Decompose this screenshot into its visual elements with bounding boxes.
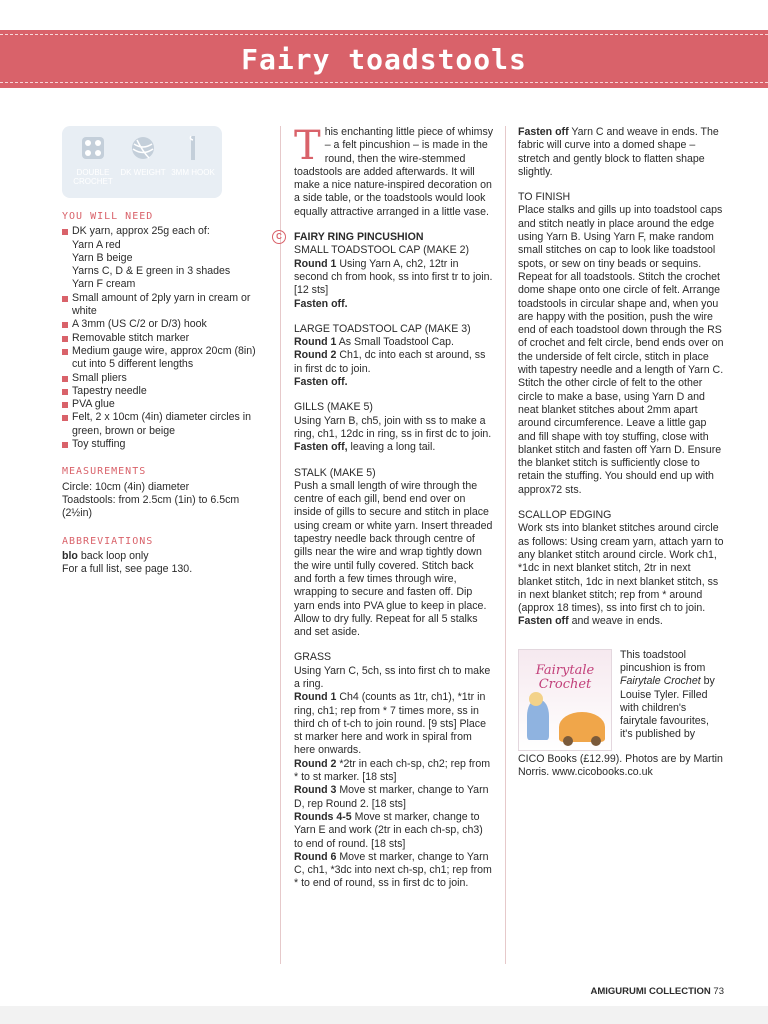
book-cover-title: Fairytale Crochet: [535, 662, 595, 692]
materials-list: [62, 225, 268, 451]
magazine-name: AMIGURUMI COLLECTION: [590, 986, 711, 997]
measurement-circle: Circle: 10cm (4in) diameter: [62, 480, 190, 493]
abbreviation-blo: blo back loop only: [62, 549, 149, 562]
skill-label: 3MM HOOK: [171, 168, 215, 177]
large-cap-section: LARGE TOADSTOOL CAP (MAKE 3) Round 1 As Small Toadstool Cap. Round 2 Ch1, dc into each st around, ss in first dc to join. Fasten off.: [294, 322, 486, 389]
stalk-section: STALK (MAKE 5) Push a small length of wire through the centre of each gill, bend end over on inside of gills to secure and stitch in place using cream or white yarn. Insert threaded tapestry needle back through centre of gills near the wire and wrap tightly down the wire until fully covered. Stitch back and forth a few times through wire, wrapping to secure and fasten off. Dip yarn ends into PVA glue to keep in place. Allow to dry fully. Repeat for all 5 stalks and set aside.: [294, 466, 493, 639]
book-cover-image: [518, 649, 612, 751]
yarn-f: Yarn F cream: [72, 278, 136, 291]
finishing-column: [518, 126, 724, 778]
crochet-mark-icon: C: [272, 230, 286, 244]
list-item: DK yarn, approx 25g each of: Yarn A red Yarn B beige Yarns C, D & E green in 3 shades Yarn F cream: [62, 225, 268, 291]
pattern-title: C FAIRY RING PINCUSHION: [294, 231, 494, 244]
skill-double-crochet: [68, 134, 118, 186]
page-title: Fairy toadstools: [241, 42, 527, 76]
measurements-heading: MEASUREMENTS: [62, 466, 147, 478]
list-item: Small amount of 2ply yarn in cream or white: [62, 292, 268, 319]
sidebar-column: [62, 126, 268, 576]
grass-section: GRASS Using Yarn C, 5ch, ss into first ch to make a ring. Round 1 Ch4 (counts as 1tr, ch1), *1tr in ring, ch1; rep from * 7 times more, ss in third ch of t-ch to join round. [9 sts] Place st marker here and work in spiral from here onwards. Round 2 *2tr in each ch-sp, ch2; rep from * to st marker. [18 sts] Round 3 Move st marker, change to Yarn D, rep Round 2. [18 sts] Rounds 4-5 Move st marker, change to Yarn E and work (2tr in each ch-sp, ch3) to end of round. [18 sts] Round 6 Move st marker, change to Yarn C, ch1, *3dc into next ch-sp, ch1; rep from * to end of round, ss in first dc to join.: [294, 651, 492, 890]
list-item: Small pliers: [62, 372, 268, 385]
drop-cap: T: [294, 123, 321, 169]
yarns-cde: Yarns C, D & E green in 3 shades: [72, 265, 231, 278]
skill-label: DK WEIGHT: [120, 168, 166, 177]
top-strip: [0, 0, 768, 28]
list-item: Removable stitch marker: [62, 332, 268, 345]
skill-dk-weight: [118, 134, 168, 177]
bottom-strip: [0, 1006, 768, 1024]
list-item: Tapestry needle: [62, 385, 268, 398]
to-finish-section: TO FINISH Place stalks and gills up into toadstool caps and stitch neatly in place around the edge using Yarn B. Using Yarn F, make random small stitches on cap to look like toadstool spots, or sew on tiny beads or sequins. Repeat for all toadstools. Stitch the crochet dome shape onto one circle of felt. Arrange toadstools in circular shape and, when you are happy with the position, push the wire end of each toadstool down through the RS of crochet and felt circle, bend ends over on the underside of felt circle, stitch in place with tapestry needle and a length of Yarn C. Stitch the other circle of felt to the other circle to make a base, using Yarn D and neat blanket stitches about 2mm apart around circumference. Leave a little gap and fill shape with toy stuffing, close with blanket stitch and fasten off Yarn D. Ensure the blanket stitch is sufficiently close to retain the stuffing. You should end up with approx72 sts.: [518, 191, 724, 496]
page-footer: [590, 986, 724, 997]
book-credit: [518, 647, 724, 778]
book-credit-text: This toadstool pincushion is from Fairytale Crochet by Louise Tyler. Filled with children's fairytale favourites, it's published by: [620, 648, 715, 741]
skill-hook: [168, 134, 218, 177]
crochet-hook-icon: [179, 134, 207, 162]
yarn-a: Yarn A red: [72, 238, 121, 251]
yarn-ball-icon: [129, 134, 157, 162]
column-divider: [280, 126, 281, 964]
book-publisher-text: CICO Books (£12.99). Photos are by Martin Norris. www.cicobooks.co.uk: [518, 752, 723, 778]
list-item: Medium gauge wire, approx 20cm (8in) cut into 5 different lengths: [62, 345, 268, 372]
gills-section: GILLS (MAKE 5) Using Yarn B, ch5, join with ss to make a ring, ch1, 12dc in ring, ss in first dc to join. Fasten off, leaving a long tail.: [294, 401, 492, 454]
yarn-texture-icon: [79, 134, 107, 162]
skill-label: DOUBLE CROCHET: [73, 168, 113, 186]
list-item: PVA glue: [62, 398, 268, 411]
list-item: Felt, 2 x 10cm (4in) diameter circles in green, brown or beige: [62, 411, 268, 438]
grass-continued: Fasten off Yarn C and weave in ends. The fabric will curve into a domed shape – stretch and gently block to flatten shape slightly.: [518, 126, 719, 178]
list-item: Toy stuffing: [62, 438, 268, 451]
abbreviations-heading: ABBREVIATIONS: [62, 535, 154, 547]
intro-paragraph: This enchanting little piece of whimsy – a felt pincushion – is made in the round, then the wire-stemmed toadstools are added afterwards. It will make a nice nature-inspired decoration on a side table, or the toadstools would look equally attractive arranged in a little vase.: [294, 123, 494, 218]
skill-icons-box: [62, 126, 222, 198]
column-divider: [505, 126, 506, 964]
page-number: 73: [713, 986, 724, 997]
list-item: A 3mm (US C/2 or D/3) hook: [62, 318, 268, 331]
small-cap-section: SMALL TOADSTOOL CAP (MAKE 2) Round 1 Using Yarn A, ch2, 12tr in second ch from hook, ss into first tr to join. [12 sts] Fasten off.: [294, 244, 493, 310]
scallop-section: SCALLOP EDGING Work sts into blanket stitches around circle as follows: Using cream yarn, attach yarn to any blanket stitch around circle. Work ch1, *1dc in next blanket stitch, 2tr in next blanket stitch, 1dc in next blanket stitch, ss in next blanket stitch; rep from * around (approx 18 times), ss into first ch to join. Fasten off and weave in ends.: [518, 509, 724, 628]
title-banner: [0, 30, 768, 88]
abbreviation-full-list: For a full list, see page 130.: [62, 563, 193, 576]
yarn-b: Yarn B beige: [72, 251, 133, 264]
pattern-column: [276, 123, 494, 903]
measurement-toadstools: Toadstools: from 2.5cm (1in) to 6.5cm (2½in): [62, 493, 240, 520]
you-will-need-heading: YOU WILL NEED: [62, 211, 154, 222]
